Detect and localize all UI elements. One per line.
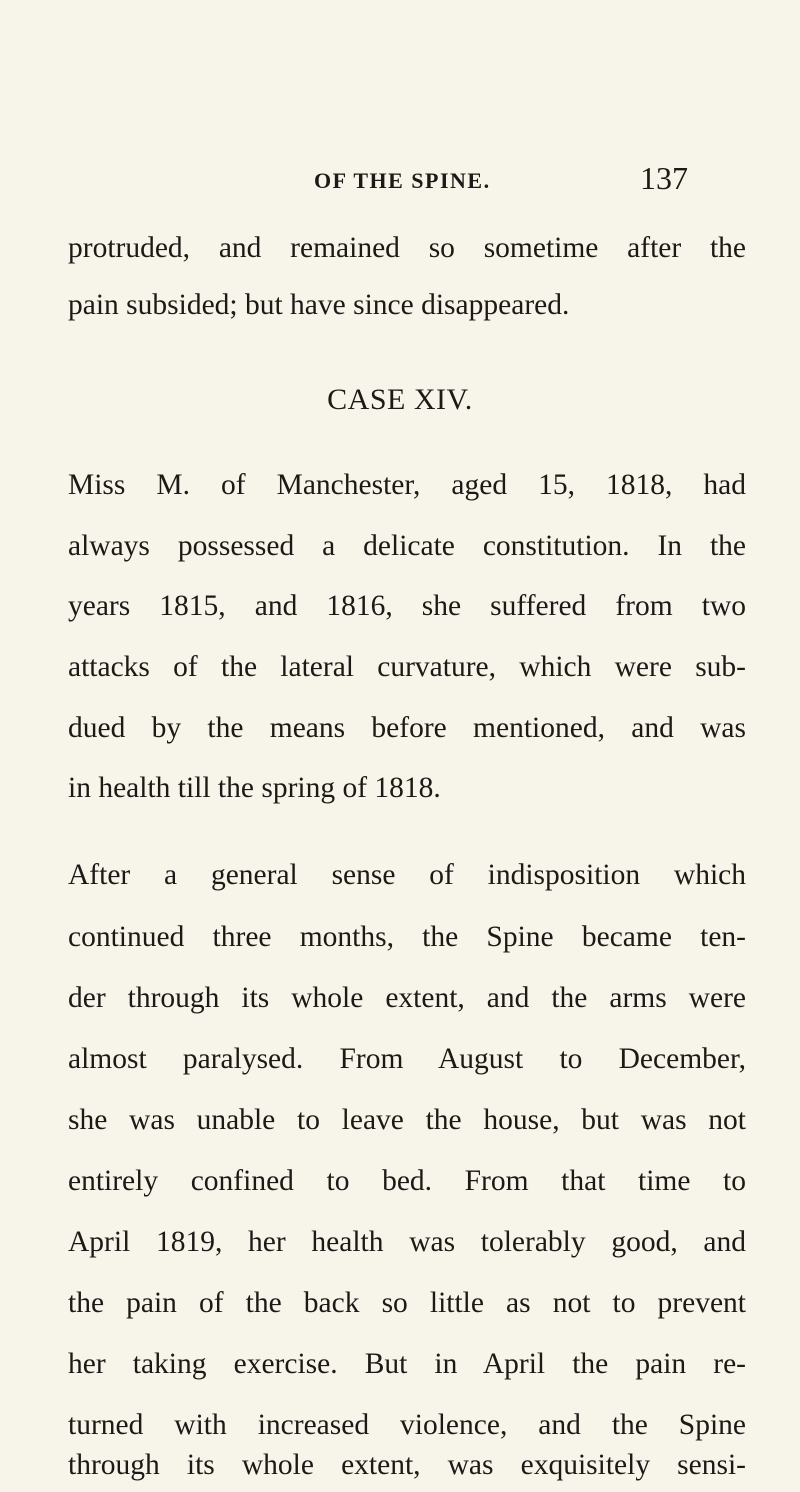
text-line: in health till the spring of 1818. <box>68 772 441 804</box>
text-line: through its whole extent, was exquisitely sensi- <box>68 1449 746 1481</box>
page-header <box>0 160 800 200</box>
text-line: After a general sense of indisposition which <box>68 859 746 891</box>
running-head: OF THE SPINE. <box>314 168 491 193</box>
text-line: years 1815, and 1816, she suffered from two <box>68 590 746 622</box>
page-number: 137 <box>640 160 688 196</box>
case-heading: CASE XIV. <box>327 383 473 416</box>
text-line: almost paralysed. From August to December, <box>68 1043 746 1075</box>
text-line: entirely confined to bed. From that time to <box>68 1165 746 1197</box>
text-line: protruded, and remained so sometime after the <box>68 232 746 264</box>
text-line: pain subsided; but have since disappeared. <box>68 289 570 321</box>
text-line: Miss M. of Manchester, aged 15, 1818, had <box>68 469 746 501</box>
text-line: the pain of the back so little as not to prevent <box>68 1287 746 1319</box>
text-line: turned with increased violence, and the Spine <box>68 1409 746 1441</box>
text-line: der through its whole extent, and the arms were <box>68 982 746 1014</box>
text-line: attacks of the lateral curvature, which were sub- <box>68 651 746 683</box>
text-line: continued three months, the Spine became ten- <box>68 921 746 953</box>
text-line: April 1819, her health was tolerably good, and <box>68 1226 746 1258</box>
text-line: always possessed a delicate constitution. In the <box>68 530 746 562</box>
text-line: her taking exercise. But in April the pain re- <box>68 1348 746 1380</box>
text-line: she was unable to leave the house, but was not <box>68 1104 746 1136</box>
text-line: dued by the means before mentioned, and was <box>68 712 746 744</box>
